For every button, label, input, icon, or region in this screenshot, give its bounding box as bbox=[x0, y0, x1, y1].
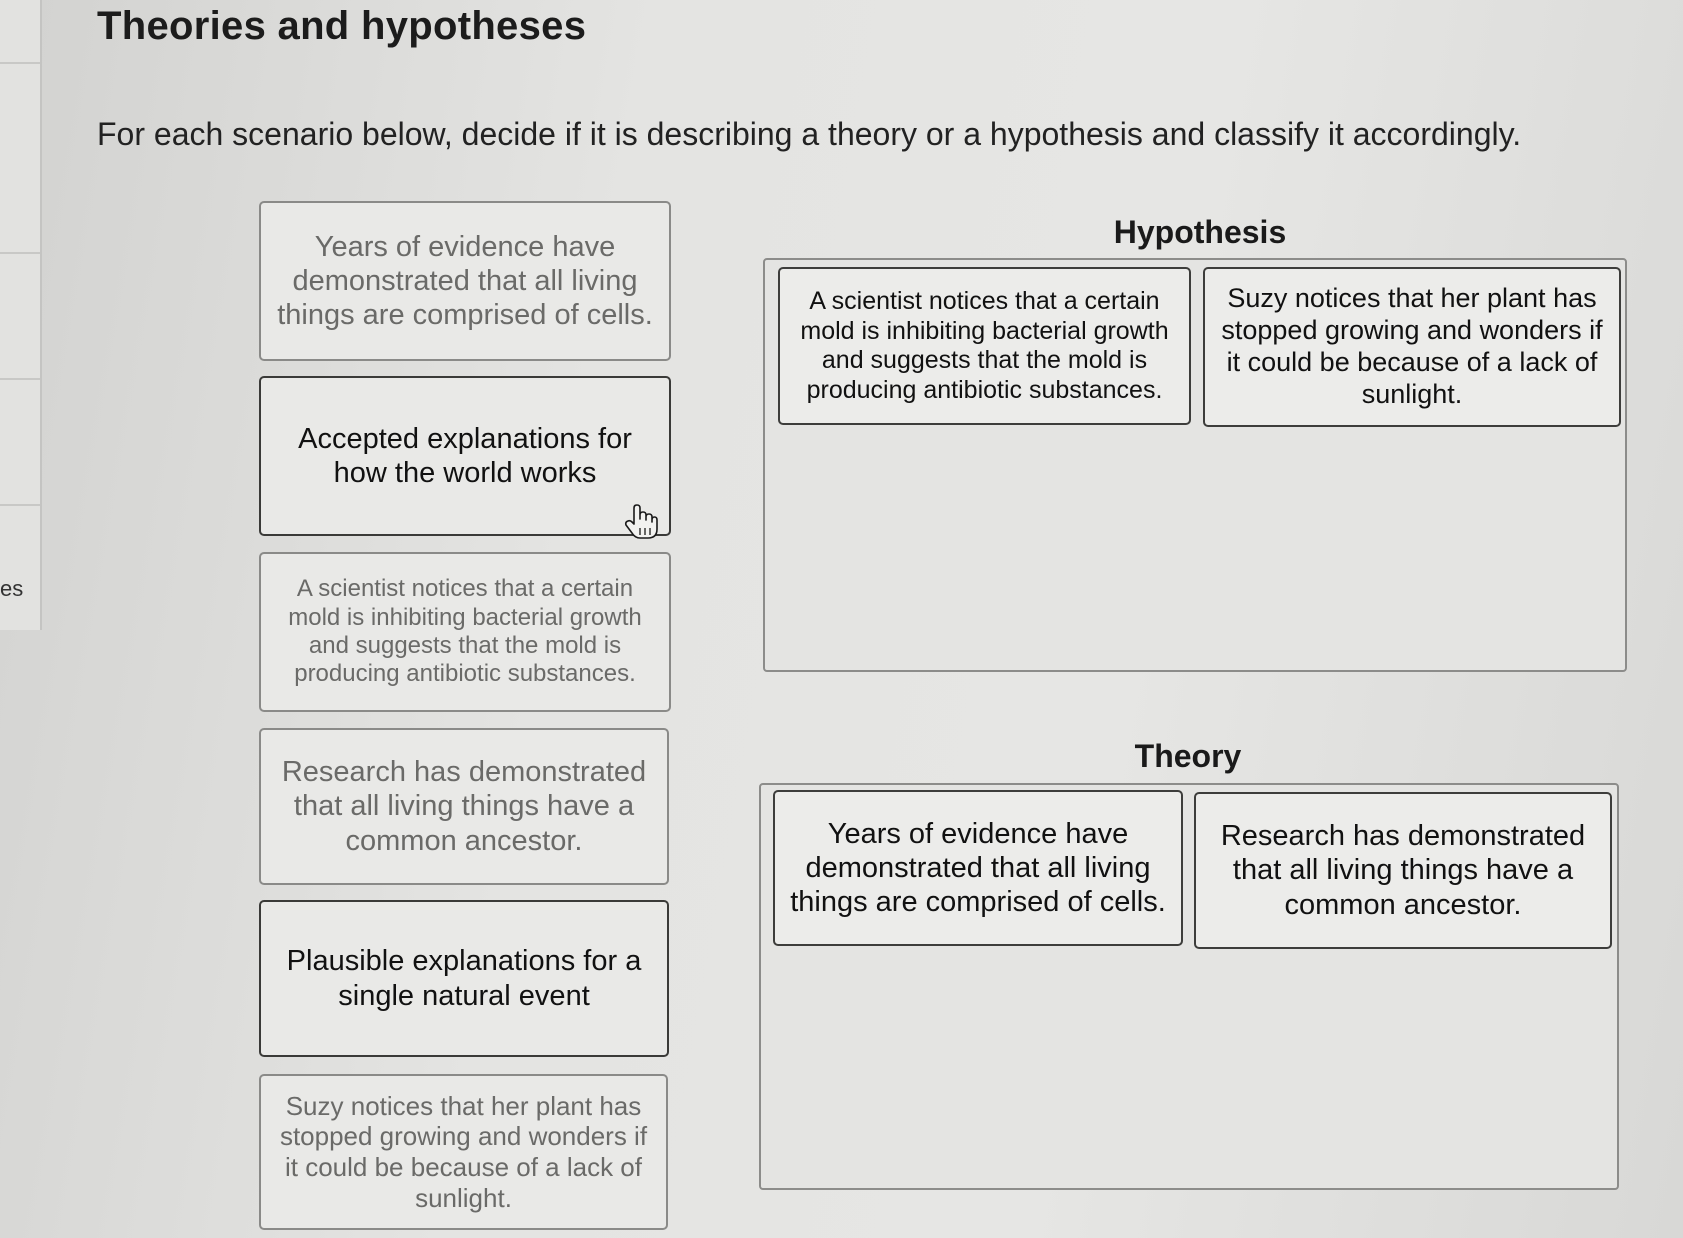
side-panel-segment[interactable] bbox=[0, 0, 40, 64]
pool-card-text: Years of evidence have demonstrated that all living things are comprised of cells. bbox=[277, 230, 653, 332]
side-panel-segment[interactable] bbox=[0, 378, 40, 506]
theory-card-cells-evidence[interactable] bbox=[773, 790, 1183, 946]
placed-card-text: Years of evidence have demonstrated that all living things are comprised of cells. bbox=[790, 817, 1166, 919]
side-panel-segment[interactable] bbox=[0, 62, 40, 254]
pool-card-text: Research has demonstrated that all living things have a common ancestor. bbox=[281, 756, 647, 857]
page-title: Theories and hypotheses bbox=[97, 4, 587, 48]
side-panel-label: es bbox=[0, 576, 24, 601]
pool-card-text: A scientist notices that a certain mold is inhibiting bacterial growth and suggests that the mold is producing antibiotic substances. bbox=[288, 575, 642, 688]
hand-pointer-icon bbox=[624, 504, 658, 540]
placed-card-text: Research has demonstrated that all living things have a common ancestor. bbox=[1220, 820, 1586, 921]
pool-card-text: Plausible explanations for a single natural event bbox=[286, 945, 642, 1012]
hypothesis-card-suzy-plant[interactable] bbox=[1203, 267, 1621, 427]
pool-card-text: Accepted explanations for how the world works bbox=[298, 422, 632, 489]
theory-card-common-ancestor[interactable] bbox=[1194, 792, 1612, 949]
side-panel-segment[interactable] bbox=[0, 252, 40, 380]
pool-card-mold-antibiotic[interactable] bbox=[259, 552, 671, 712]
instructions-text: For each scenario below, decide if it is describing a theory or a hypothesis and classify it accordingly. bbox=[97, 116, 1522, 152]
placed-card-text: A scientist notices that a certain mold is inhibiting bacterial growth and suggests that the mold is producing antibiotic substances. bbox=[800, 287, 1169, 404]
pool-card-common-ancestor[interactable] bbox=[259, 728, 669, 885]
pool-card-text: Suzy notices that her plant has stopped growing and wonders if it could be because of a lack of sunlight. bbox=[279, 1090, 648, 1213]
hypothesis-card-mold-antibiotic[interactable] bbox=[778, 267, 1191, 425]
pool-card-accepted-explanations[interactable] bbox=[259, 376, 671, 536]
hypothesis-zone-title: Hypothesis bbox=[1113, 214, 1287, 250]
pool-card-cells-evidence[interactable] bbox=[259, 201, 671, 361]
placed-card-text: Suzy notices that her plant has stopped growing and wonders if it could be because of a lack of sunlight. bbox=[1221, 283, 1603, 409]
theory-zone-title: Theory bbox=[1134, 738, 1242, 774]
pool-card-suzy-plant[interactable] bbox=[259, 1074, 668, 1230]
side-navigation-panel bbox=[0, 0, 42, 630]
pool-card-plausible-explanations[interactable] bbox=[259, 900, 669, 1057]
